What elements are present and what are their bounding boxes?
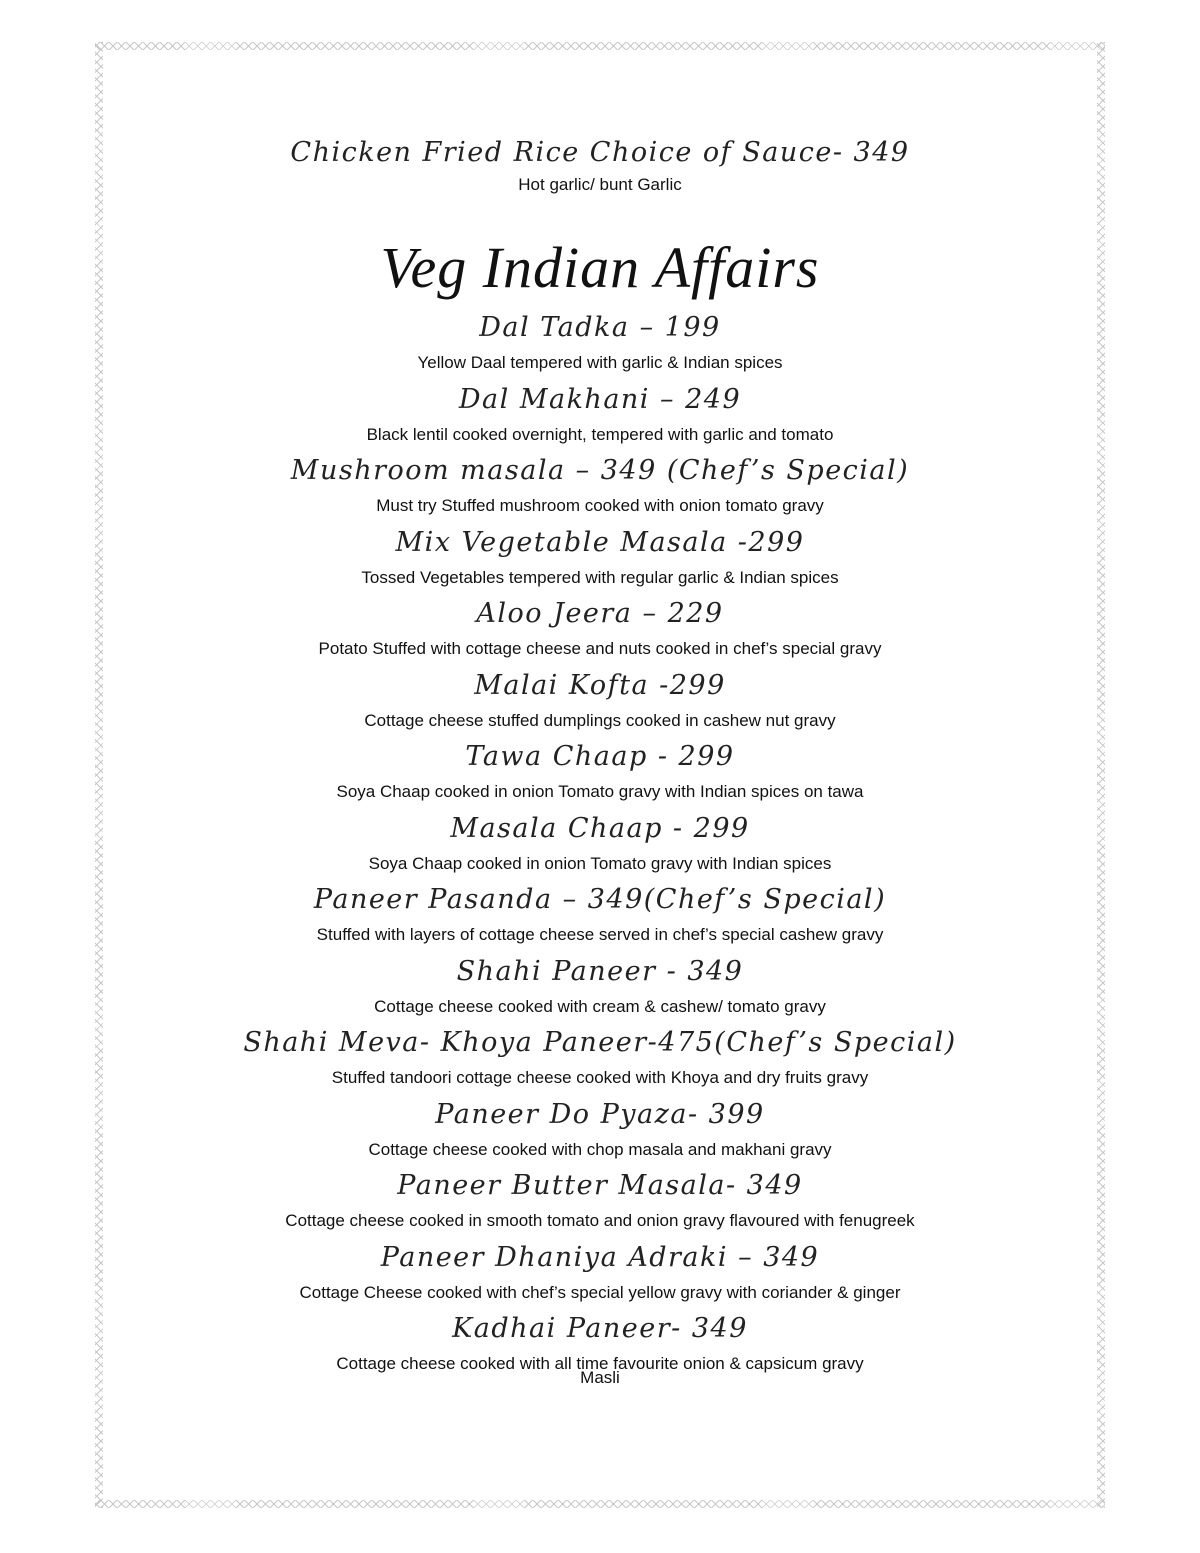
menu-item-chicken-fried-rice — [120, 132, 1080, 196]
menu-item-description: Potato Stuffed with cottage cheese and nuts cooked in chef’s special gravy — [318, 639, 882, 658]
menu-item — [120, 380, 1080, 452]
menu-item-name: Kadhai Paneer- 349 — [452, 1313, 748, 1344]
border-right — [1097, 42, 1105, 1508]
menu-item-description: Stuffed with layers of cottage cheese served in chef’s special cashew gravy — [316, 925, 884, 944]
menu-item-name: Chicken Fried Rice Choice of Sauce- 349 — [290, 137, 910, 168]
menu-item-name: Tawa Chaap - 299 — [465, 741, 735, 772]
menu-item-description: Cottage cheese stuffed dumplings cooked in cashew nut gravy — [364, 710, 836, 730]
menu-item-description: Cottage cheese cooked with cream & cashew/ tomato gravy — [374, 996, 826, 1016]
border-bottom — [95, 1500, 1105, 1508]
menu-item — [120, 1095, 1080, 1167]
menu-item-description: Stuffed tandoori cottage cheese cooked with Khoya and dry fruits gravy — [331, 1068, 869, 1087]
menu-item — [120, 952, 1080, 1024]
menu-item-name: Paneer Do Pyaza- 399 — [435, 1098, 765, 1130]
menu-item-name: Paneer Dhaniya Adraki – 349 — [380, 1241, 820, 1273]
menu-item — [120, 308, 1080, 380]
menu-item-name: Dal Makhani – 249 — [458, 383, 742, 415]
menu-item-description: Cottage cheese cooked in smooth tomato and onion gravy flavoured with fenugreek — [285, 1211, 915, 1230]
menu-item — [120, 451, 1080, 523]
menu-item-description: Tossed Vegetables tempered with regular garlic & Indian spices — [361, 567, 839, 587]
menu-item-description: Cottage Cheese cooked with chef’s special yellow gravy with coriander & ginger — [299, 1282, 901, 1302]
menu-item-description: Soya Chaap cooked in onion Tomato gravy with Indian spices — [368, 853, 832, 873]
menu-item-description: Must try Stuffed mushroom cooked with onion tomato gravy — [376, 496, 824, 515]
menu-page — [120, 132, 1080, 1389]
menu-item-name: Malai Kofta -299 — [474, 669, 726, 701]
border-left — [95, 42, 103, 1508]
menu-item-description: Hot garlic/ bunt Garlic — [518, 175, 682, 194]
menu-item-name: Paneer Butter Masala- 349 — [397, 1170, 803, 1201]
menu-item-name: Dal Tadka – 199 — [479, 312, 721, 343]
menu-item — [120, 594, 1080, 666]
menu-item-name: Mushroom masala – 349 (Chef’s Special) — [290, 455, 910, 486]
menu-item-name: Mix Vegetable Masala -299 — [395, 526, 805, 558]
menu-item — [120, 523, 1080, 595]
menu-item-description: Cottage cheese cooked with chop masala and makhani gravy — [368, 1139, 832, 1159]
menu-item — [120, 1238, 1080, 1310]
menu-item-name: Shahi Paneer - 349 — [456, 955, 744, 987]
menu-item-description: Soya Chaap cooked in onion Tomato gravy with Indian spices on tawa — [336, 782, 864, 801]
menu-item — [120, 880, 1080, 952]
menu-item-name: Shahi Meva- Khoya Paneer-475(Chef’s Special) — [243, 1027, 957, 1058]
footnote: Masli — [580, 1367, 620, 1387]
section-title: Veg Indian Affairs — [380, 235, 820, 300]
menu-item-description: Cottage cheese cooked with all time favourite onion & capsicum gravy — [336, 1354, 864, 1373]
menu-item-list — [120, 308, 1080, 1381]
menu-item-name: Paneer Pasanda – 349(Chef’s Special) — [313, 884, 887, 915]
border-top — [95, 42, 1105, 50]
menu-item — [120, 1023, 1080, 1095]
menu-item — [120, 809, 1080, 881]
menu-item-name: Aloo Jeera – 229 — [476, 598, 724, 629]
menu-item — [120, 1166, 1080, 1238]
menu-item-description: Black lentil cooked overnight, tempered with garlic and tomato — [366, 424, 834, 444]
menu-item — [120, 737, 1080, 809]
menu-item — [120, 666, 1080, 738]
menu-item-name: Masala Chaap - 299 — [450, 812, 750, 844]
menu-item-description: Yellow Daal tempered with garlic & Indian spices — [417, 353, 783, 372]
